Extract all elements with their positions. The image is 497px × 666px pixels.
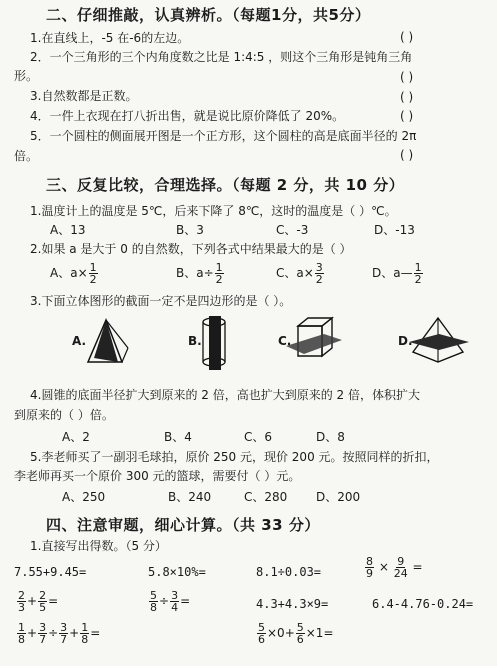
section2-title: 二、仔细推敲，认真辨析。（每题1分，共5分） xyxy=(46,6,371,24)
s3-q2-optD: D、a— $\frac{1}{2}$ xyxy=(372,261,422,286)
s3-q1-optB: B、3 xyxy=(176,223,204,237)
calc-10: $\frac{5}{6}$ ×0+ $\frac{5}{6}$ ×1= xyxy=(258,621,334,646)
s3-q4-optB: B、4 xyxy=(164,430,192,444)
s3-q1-optC: C、-3 xyxy=(276,223,309,237)
calc-1: 7.55+9.45= xyxy=(14,565,87,579)
s3-q4-optA: A、2 xyxy=(62,430,90,444)
s2-item1-paren[interactable]: ( ) xyxy=(400,30,414,44)
s3-q4-optC: C、6 xyxy=(244,430,273,444)
s3-q4: 4.圆锥的底面半径扩大到原来的 2 倍，高也扩大到原来的 2 倍，体积扩大 xyxy=(30,388,420,402)
s3-q3-labelC: C. xyxy=(278,334,292,348)
s2-item4: 4．一件上衣现在打八折出售，就是说比原价降低了 20%。 xyxy=(30,109,345,123)
s4-sub1: 1.直接写出得数。（5 分） xyxy=(30,539,167,553)
s3-q1-optD: D、-13 xyxy=(374,223,415,237)
s3-q1-optA: A、13 xyxy=(50,223,86,237)
section4-title: 四、注意审题，细心计算。（共 33 分） xyxy=(46,516,320,534)
section3-title: 三、反复比较，合理选择。（每题 2 分，共 10 分） xyxy=(46,176,405,194)
s3-q3-labelA: A. xyxy=(72,334,87,348)
s3-q2-optC: C、a× $\frac{3}{2}$ xyxy=(276,261,323,286)
s2-item3-paren[interactable]: ( ) xyxy=(400,90,414,104)
pyramid-section-figure xyxy=(405,316,471,366)
s3-q3: 3.下面立体图形的截面一定不是四边形的是（ ）。 xyxy=(30,294,292,308)
calc-9: $\frac{1}{8}$ + $\frac{3}{7}$ ÷ $\frac{3}{7}$ + $\frac{1}{8}$ = xyxy=(18,621,101,646)
s2-item3: 3.自然数都是正数。 xyxy=(30,89,138,103)
s3-q3-labelD: D. xyxy=(398,334,413,348)
s3-q1: 1.温度计上的温度是 5℃，后来下降了 8℃，这时的温度是（ ）℃。 xyxy=(30,204,397,218)
s3-q4-cont: 到原来的（ ）倍。 xyxy=(14,408,114,422)
s3-q5-optD: D、200 xyxy=(316,490,361,504)
s3-q3-labelB: B. xyxy=(188,334,202,348)
s3-q2: 2.如果 a 是大于 0 的自然数，下列各式中结果最大的是（ ） xyxy=(30,242,352,256)
cylinder-section-figure xyxy=(197,314,231,372)
s3-q2-optA: A、a× $\frac{1}{2}$ xyxy=(50,261,97,286)
s2-item2-paren[interactable]: ( ) xyxy=(400,70,414,84)
calc-5: $\frac{2}{3}$ + $\frac{2}{5}$ = xyxy=(18,589,59,614)
cone-section-figure xyxy=(84,318,132,368)
calc-7: 4.3+4.3×9= xyxy=(256,597,329,611)
s3-q4-optD: D、8 xyxy=(316,430,345,444)
s3-q5-optA: A、250 xyxy=(62,490,106,504)
s2-item5-paren[interactable]: ( ) xyxy=(400,148,414,162)
s3-q5-optC: C、280 xyxy=(244,490,288,504)
s2-item5-cont: 倍。 xyxy=(14,149,39,163)
s3-q5-optB: B、240 xyxy=(168,490,212,504)
s2-item2: 2．一个三角形的三个内角度数之比是 1:4:5 ，则这个三角形是钝角三角 xyxy=(30,50,413,64)
s2-item4-paren[interactable]: ( ) xyxy=(400,109,414,123)
s2-item1: 1.在直线上，-5 在-6的左边。 xyxy=(30,31,190,45)
calc-8: 6.4-4.76-0.24= xyxy=(372,597,474,611)
calc-2: 5.8×10%= xyxy=(148,565,206,579)
s3-q2-optB: B、a÷ $\frac{1}{2}$ xyxy=(176,261,223,286)
calc-4: $\frac{8}{9}$ × $\frac{9}{24}$ = xyxy=(366,555,423,580)
s3-q5: 5.李老师买了一副羽毛球拍，原价 250 元，现价 200 元。按照同样的折扣， xyxy=(30,450,439,464)
s2-item2-cont: 形。 xyxy=(14,69,39,83)
cube-section-figure xyxy=(284,316,344,368)
s2-item5: 5．一个圆柱的侧面展开图是一个正方形，这个圆柱的高是底面半径的 2π xyxy=(30,129,417,143)
calc-6: $\frac{5}{8}$ ÷ $\frac{3}{4}$ = xyxy=(150,589,191,614)
calc-3: 8.1÷0.03= xyxy=(256,565,322,579)
s3-q5-cont: 李老师再买一个原价 300 元的篮球，需要付（ ）元。 xyxy=(14,469,301,483)
